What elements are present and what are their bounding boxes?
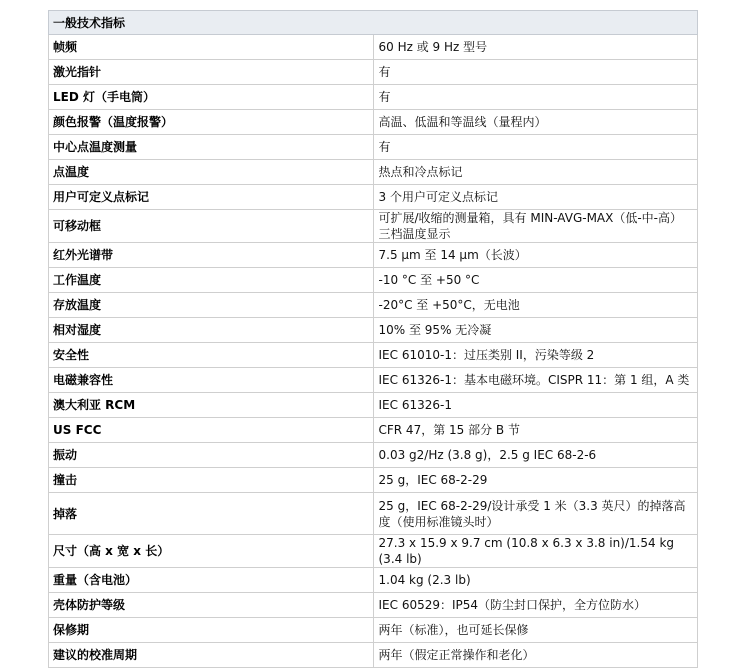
- spec-name: 澳大利亚 RCM: [49, 393, 374, 418]
- spec-value: 两年（假定正常操作和老化）: [373, 643, 698, 668]
- spec-value: 25 g，IEC 68-2-29/设计承受 1 米（3.3 英尺）的掉落高度（使用标准镜头时）: [373, 493, 698, 535]
- table-row: [49, 243, 698, 268]
- spec-name: 相对湿度: [49, 318, 374, 343]
- spec-name: 激光指针: [49, 60, 374, 85]
- spec-name: 工作温度: [49, 268, 374, 293]
- spec-name: 中心点温度测量: [49, 135, 374, 160]
- spec-value: 高温、低温和等温线（量程内）: [373, 110, 698, 135]
- spec-value: 60 Hz 或 9 Hz 型号: [373, 35, 698, 60]
- spec-value: 可扩展/收缩的测量箱，具有 MIN-AVG-MAX（低-中-高）三档温度显示: [373, 210, 698, 243]
- spec-name: 尺寸（高 x 宽 x 长）: [49, 535, 374, 568]
- table-row: [49, 468, 698, 493]
- spec-value: IEC 61326-1: [373, 393, 698, 418]
- spec-name: 点温度: [49, 160, 374, 185]
- table-row: [49, 618, 698, 643]
- spec-value: 10% 至 95% 无冷凝: [373, 318, 698, 343]
- table-row: [49, 85, 698, 110]
- spec-value: 0.03 g2/Hz (3.8 g)，2.5 g IEC 68-2-6: [373, 443, 698, 468]
- table-row: [49, 110, 698, 135]
- spec-table-head: [49, 11, 698, 35]
- spec-name: 建议的校准周期: [49, 643, 374, 668]
- spec-name: 壳体防护等级: [49, 593, 374, 618]
- spec-table-header: 一般技术指标: [49, 11, 698, 35]
- table-row: [49, 35, 698, 60]
- spec-table-header-row: [49, 11, 698, 35]
- spec-name: US FCC: [49, 418, 374, 443]
- spec-value: IEC 61326-1：基本电磁环境。CISPR 11：第 1 组，A 类: [373, 368, 698, 393]
- spec-name: 电磁兼容性: [49, 368, 374, 393]
- table-row: [49, 160, 698, 185]
- spec-table-body: [49, 35, 698, 668]
- spec-value: 3 个用户可定义点标记: [373, 185, 698, 210]
- table-row: [49, 443, 698, 468]
- spec-value: 7.5 μm 至 14 μm（长波）: [373, 243, 698, 268]
- spec-name: 存放温度: [49, 293, 374, 318]
- spec-name: 安全性: [49, 343, 374, 368]
- spec-value: 有: [373, 85, 698, 110]
- spec-name: LED 灯（手电筒）: [49, 85, 374, 110]
- table-row: [49, 535, 698, 568]
- table-row: [49, 593, 698, 618]
- table-row: [49, 568, 698, 593]
- spec-name: 撞击: [49, 468, 374, 493]
- table-row: [49, 268, 698, 293]
- spec-name: 可移动框: [49, 210, 374, 243]
- spec-value: -20°C 至 +50°C，无电池: [373, 293, 698, 318]
- table-row: [49, 185, 698, 210]
- spec-value: 热点和冷点标记: [373, 160, 698, 185]
- spec-name: 红外光谱带: [49, 243, 374, 268]
- table-row: [49, 418, 698, 443]
- spec-name: 重量（含电池）: [49, 568, 374, 593]
- spec-value: 两年（标准），也可延长保修: [373, 618, 698, 643]
- table-row: [49, 318, 698, 343]
- spec-name: 振动: [49, 443, 374, 468]
- spec-value: CFR 47，第 15 部分 B 节: [373, 418, 698, 443]
- spec-value: -10 °C 至 +50 °C: [373, 268, 698, 293]
- spec-value: 1.04 kg (2.3 lb): [373, 568, 698, 593]
- table-row: [49, 343, 698, 368]
- table-row: [49, 60, 698, 85]
- table-row: [49, 293, 698, 318]
- spec-value: 25 g，IEC 68-2-29: [373, 468, 698, 493]
- table-row: [49, 393, 698, 418]
- spec-value: IEC 60529：IP54（防尘封口保护，全方位防水）: [373, 593, 698, 618]
- spec-table: [48, 10, 698, 668]
- spec-value: 有: [373, 135, 698, 160]
- table-row: [49, 210, 698, 243]
- spec-name: 用户可定义点标记: [49, 185, 374, 210]
- table-row: [49, 493, 698, 535]
- spec-value: 27.3 x 15.9 x 9.7 cm (10.8 x 6.3 x 3.8 in)/1.54 kg (3.4 lb): [373, 535, 698, 568]
- table-row: [49, 368, 698, 393]
- spec-value: 有: [373, 60, 698, 85]
- spec-name: 掉落: [49, 493, 374, 535]
- spec-name: 颜色报警（温度报警）: [49, 110, 374, 135]
- spec-value: IEC 61010-1：过压类别 II，污染等级 2: [373, 343, 698, 368]
- spec-name: 保修期: [49, 618, 374, 643]
- table-row: [49, 135, 698, 160]
- spec-name: 帧频: [49, 35, 374, 60]
- table-row: [49, 643, 698, 668]
